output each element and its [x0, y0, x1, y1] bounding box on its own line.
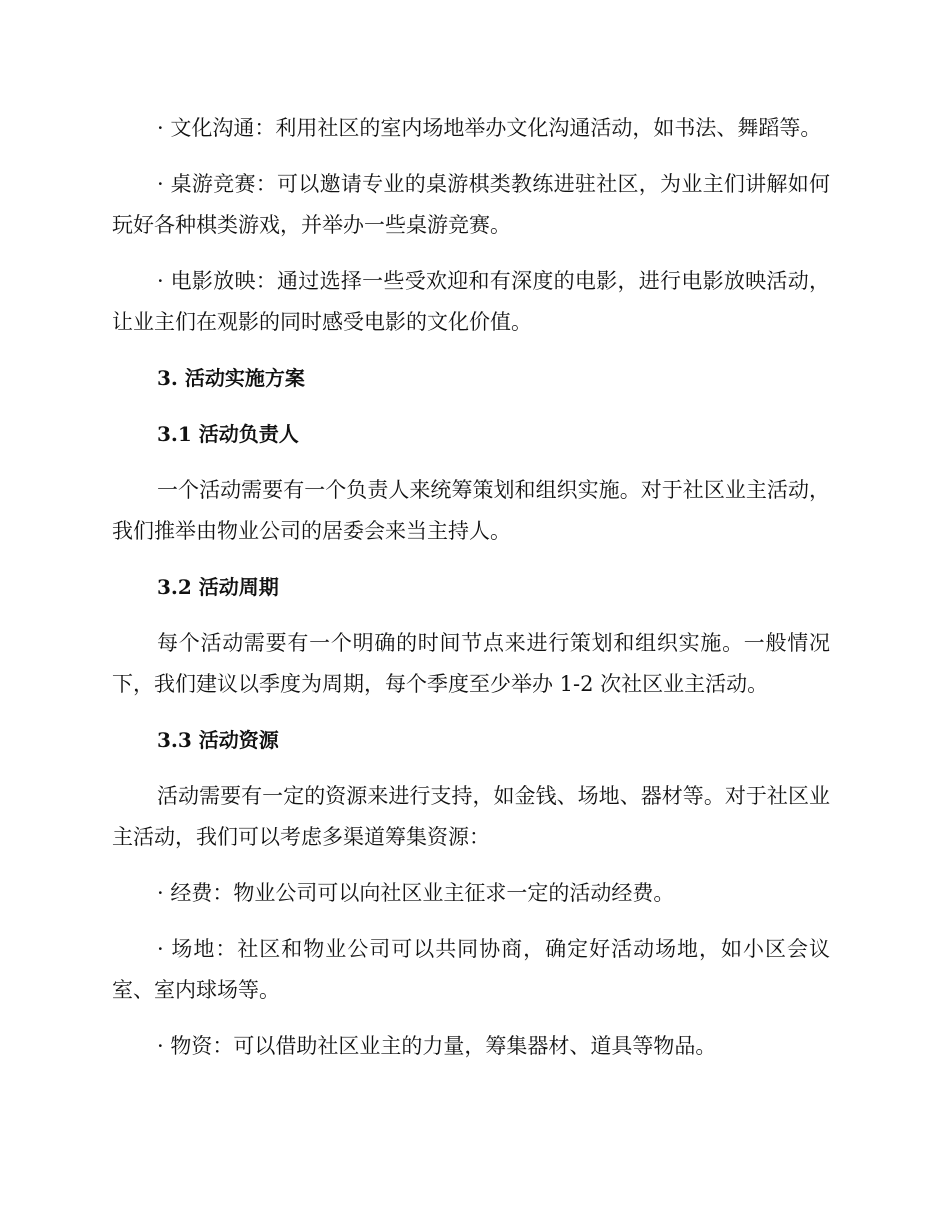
- bullet-materials: · 物资：可以借助社区业主的力量，筹集器材、道具等物品。: [157, 1034, 717, 1058]
- bullet-venue: · 场地：社区和物业公司可以共同协商，确定好活动场地，如小区会议室、室内球场等。: [112, 937, 830, 1002]
- bullet-culture-exchange: · 文化沟通：利用社区的室内场地举办文化沟通活动，如书法、舞蹈等。: [157, 116, 822, 140]
- paragraph-activity-cycle: 每个活动需要有一个明确的时间节点来进行策划和组织实施。一般情况下，我们建议以季度为周期，每个季度至少举办 1-2 次社区业主活动。: [112, 631, 830, 696]
- bullet-movie-screening: · 电影放映：通过选择一些受欢迎和有深度的电影，进行电影放映活动，让业主们在观影的同时感受电影的文化价值。: [112, 269, 830, 334]
- paragraph-activity-resources: 活动需要有一定的资源来进行支持，如金钱、场地、器材等。对于社区业主活动，我们可以考虑多渠道筹集资源：: [112, 784, 830, 849]
- document-body: [112, 108, 830, 1067]
- subheading-activity-cycle: 3.2 活动周期: [157, 575, 279, 599]
- bullet-board-game-contest: · 桌游竞赛：可以邀请专业的桌游棋类教练进驻社区，为业主们讲解如何玩好各种棋类游戏，并举办一些桌游竞赛。: [112, 172, 830, 237]
- subheading-person-in-charge: 3.1 活动负责人: [157, 422, 299, 446]
- bullet-funding: · 经费：物业公司可以向社区业主征求一定的活动经费。: [157, 881, 675, 905]
- paragraph-person-in-charge: 一个活动需要有一个负责人来统筹策划和组织实施。对于社区业主活动，我们推举由物业公司的居委会来当主持人。: [112, 478, 830, 543]
- subheading-activity-resources: 3.3 活动资源: [157, 728, 279, 752]
- section-heading-implementation: 3. 活动实施方案: [157, 366, 305, 390]
